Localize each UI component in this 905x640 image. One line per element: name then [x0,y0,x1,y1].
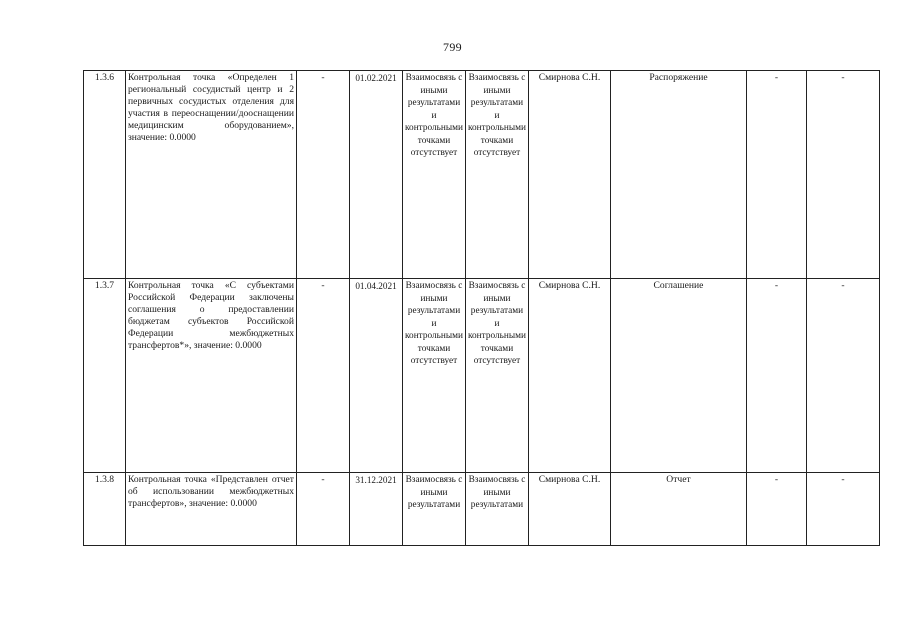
row-number: 1.3.6 [84,71,126,279]
successor-relation: Взаимосвязь с иными результатами [465,473,528,546]
due-date: 01.04.2021 [350,279,403,473]
responsible-person: Смирнова С.Н. [528,71,610,279]
control-point-name: Контрольная точка «Определен 1 региональный сосудистый центр и 2 первичных сосудистых отделения для участия в переоснащении/дооснащении медицинским оборудованием», значение: 0.0000 [126,71,297,279]
table-row [84,473,880,546]
confirming-document: Распоряжение [610,71,746,279]
table-row [84,279,880,473]
confirming-document: Соглашение [610,279,746,473]
predecessor-relation: Взаимосвязь с иными результатами и контрольными точками отсутствует [403,71,466,279]
predecessor-relation: Взаимосвязь с иными результатами и контрольными точками отсутствует [403,279,466,473]
level-of-control: - [746,71,806,279]
information-system: - [806,473,879,546]
control-point-name: Контрольная точка «Представлен отчет об использовании межбюджетных трансфертов», значение: 0.0000 [126,473,297,546]
control-point-name: Контрольная точка «С субъектами Российской Федерации заключены соглашения о предоставлении бюджетам субъектов Российской Федерации межбюджетных трансфертов*», значение: 0.0000 [126,279,297,473]
level-of-control: - [746,279,806,473]
table-row [84,71,880,279]
control-points-table [83,70,880,546]
row-number: 1.3.8 [84,473,126,546]
base-value: - [297,279,350,473]
confirming-document: Отчет [610,473,746,546]
page-number: 799 [443,40,462,54]
base-value: - [297,71,350,279]
information-system: - [806,71,879,279]
responsible-person: Смирнова С.Н. [528,279,610,473]
base-value: - [297,473,350,546]
due-date: 01.02.2021 [350,71,403,279]
successor-relation: Взаимосвязь с иными результатами и контрольными точками отсутствует [465,279,528,473]
row-number: 1.3.7 [84,279,126,473]
level-of-control: - [746,473,806,546]
due-date: 31.12.2021 [350,473,403,546]
predecessor-relation: Взаимосвязь с иными результатами [403,473,466,546]
successor-relation: Взаимосвязь с иными результатами и контрольными точками отсутствует [465,71,528,279]
responsible-person: Смирнова С.Н. [528,473,610,546]
information-system: - [806,279,879,473]
